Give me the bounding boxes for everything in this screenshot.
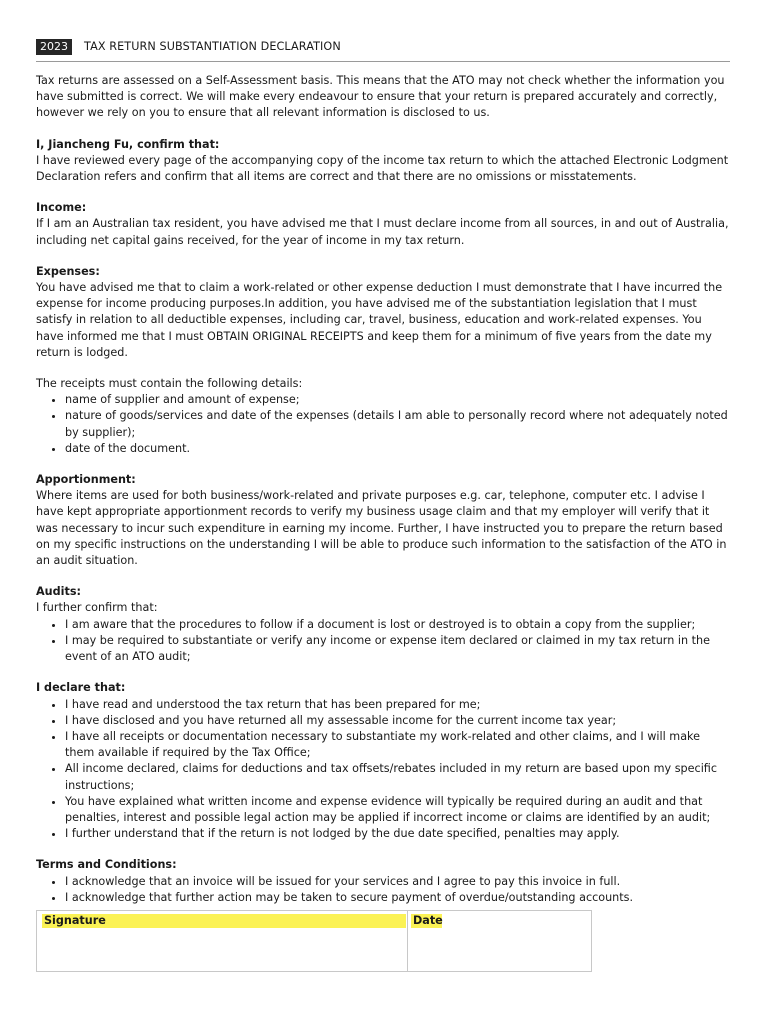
document-header <box>36 38 730 62</box>
terms-list <box>36 874 730 906</box>
confirm-section <box>36 137 730 186</box>
confirm-heading: I, Jiancheng Fu, confirm that: <box>36 137 220 151</box>
list-item: • I acknowledge that an invoice will be issued for your services and I agree to pay this invoice in full. <box>65 874 730 890</box>
declaration-page <box>36 38 730 906</box>
list-item: • I further understand that if the return is not lodged by the due date specified, penalties may apply. <box>65 826 730 842</box>
list-item: • I have all receipts or documentation necessary to substantiate my work-related and other claims, and I will make them available if required by the Tax Office; <box>65 729 730 761</box>
list-item: • All income declared, claims for deductions and tax offsets/rebates included in my return are based upon my specific instructions; <box>65 761 730 793</box>
audits-list <box>36 617 730 666</box>
expenses-section <box>36 264 730 361</box>
declare-heading: I declare that: <box>36 681 126 695</box>
apportionment-section <box>36 472 730 569</box>
declare-list <box>36 697 730 843</box>
signature-table <box>36 910 592 972</box>
apportionment-heading: Apportionment: <box>36 473 136 487</box>
list-item: • name of supplier and amount of expense; <box>65 392 730 408</box>
date-label: Date <box>413 914 443 927</box>
receipts-section <box>36 376 730 457</box>
list-item: • nature of goods/services and date of the expenses (details I am able to personally record where not adequately noted by supplier); <box>65 408 730 440</box>
receipts-intro: The receipts must contain the following details: <box>36 377 303 391</box>
confirm-text: I have reviewed every page of the accompanying copy of the income tax return to which the attached Electronic Lodgment Declaration refers and confirm that all items are correct and that there are no omissions or misstatements. <box>36 153 729 184</box>
signature-field[interactable] <box>37 911 408 971</box>
signature-label: Signature <box>42 914 406 928</box>
list-item: • date of the document. <box>65 441 730 457</box>
audits-heading: Audits: <box>36 585 81 599</box>
terms-section <box>36 857 730 906</box>
audits-intro: I further confirm that: <box>36 601 158 615</box>
expenses-heading: Expenses: <box>36 264 100 278</box>
list-item: • You have explained what written income and expense evidence will typically be required during an audit and that penalties, interest and possible legal action may be applied if incorrect income or claims are identified by an audit; <box>65 794 730 826</box>
expenses-text: You have advised me that to claim a work-related or other expense deduction I must demonstrate that I have incurred the expense for income producing purposes.In addition, you have advised me of the substantiation legislation that I must satisfy in relation to all deductible expenses, including car, travel, business, education and work-related expenses. You have informed me that I must OBTAIN ORIGINAL RECEIPTS and keep them for a minimum of five years from the date my return is lodged. <box>36 281 723 359</box>
income-section <box>36 200 730 249</box>
list-item: • I am aware that the procedures to follow if a document is lost or destroyed is to obtain a copy from the supplier; <box>65 617 730 633</box>
apportionment-text: Where items are used for both business/work-related and private purposes e.g. car, telephone, computer etc. I advise I have kept appropriate apportionment records to verify my business usage claim and that my employer will verify that it was necessary to incur such expenditure in earning my income. Further, I have instructed you to prepare the return based on my specific instructions on the understanding I will be able to produce such information to the satisfaction of the ATO in an audit situation. <box>36 489 727 568</box>
income-text: If I am an Australian tax resident, you have advised me that I must declare income from all sources, in and out of Australia, including net capital gains received, for the year of income in my tax return. <box>36 217 729 247</box>
audits-section <box>36 584 730 665</box>
receipts-list <box>36 392 730 457</box>
year-badge: 2023 <box>36 39 72 55</box>
list-item: • I acknowledge that further action may be taken to secure payment of overdue/outstanding accounts. <box>65 890 730 906</box>
list-item: • I may be required to substantiate or verify any income or expense item declared or claimed in my tax return in the event of an ATO audit; <box>65 633 730 665</box>
intro-paragraph: Tax returns are assessed on a Self-Assessment basis. This means that the ATO may not check whether the information you have submitted is correct. We will make every endeavour to ensure that your return is prepared accurately and correctly, however we rely on you to ensure that all relevant information is disclosed to us. <box>36 74 725 120</box>
list-item: • I have disclosed and you have returned all my assessable income for the current income tax year; <box>65 713 730 729</box>
document-title: TAX RETURN SUBSTANTIATION DECLARATION <box>84 39 341 53</box>
date-field[interactable] <box>408 911 591 971</box>
income-heading: Income: <box>36 201 87 215</box>
list-item: • I have read and understood the tax return that has been prepared for me; <box>65 697 730 713</box>
terms-heading: Terms and Conditions: <box>36 858 177 872</box>
declare-section <box>36 680 730 842</box>
